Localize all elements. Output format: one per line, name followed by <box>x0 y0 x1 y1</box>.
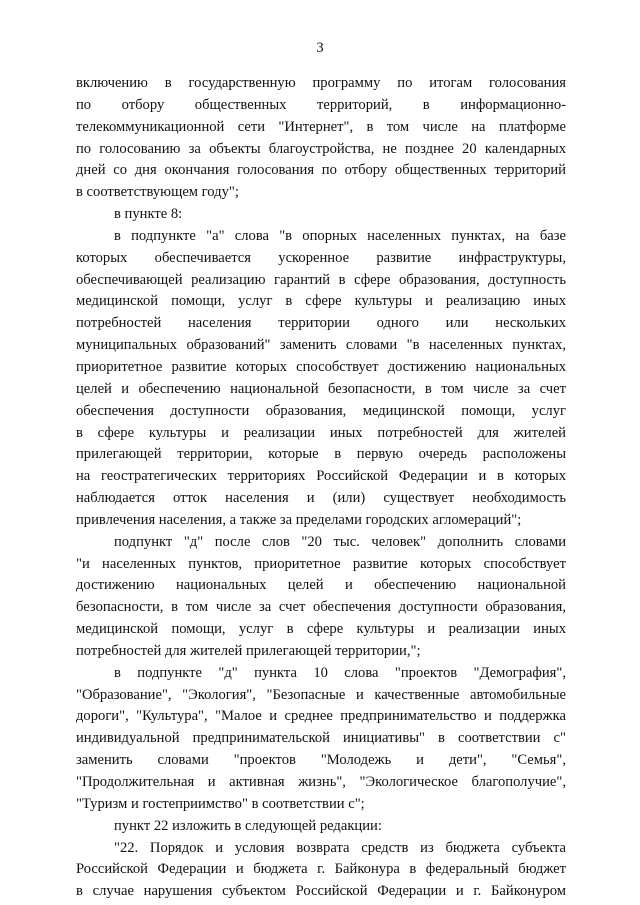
text-line: подпункт "д" после слов "20 тыс. человек" дополнить словами <box>114 533 566 550</box>
text-line: приоритетное развитие которых способствует достижению национальных <box>76 358 566 375</box>
text-line: пункт 22 изложить в следующей редакции: <box>114 817 382 834</box>
text-line: на геостратегических территориях Российской Федерации и в которых <box>76 468 566 485</box>
text-line: включению в государственную программу по итогам голосования <box>76 75 566 91</box>
text-line: в сфере культуры и реализации иных потребностей для жителей <box>76 424 566 441</box>
text-line: "22. Порядок и условия возврата средств из бюджета субъекта <box>114 839 566 856</box>
text-line: достижению национальных целей и обеспечению национальной <box>76 577 566 594</box>
text-line: Российской Федерации и бюджета г. Байконура в федеральный бюджет <box>76 861 566 878</box>
text-line: заменить словами "проектов "Молодежь и дети", "Семья", <box>76 752 566 769</box>
text-line: в случае нарушения субъектом Российской Федерации и г. Байконуром <box>76 883 566 900</box>
text-line: телекоммуникационной сети "Интернет", в том числе на платформе <box>76 118 566 135</box>
text-line: целей и обеспечению национальной безопасности, в том числе за счет <box>76 380 566 397</box>
text-line: в подпункте "а" слова "в опорных населенных пунктах, на базе <box>114 227 566 244</box>
text-line: привлечения населения, а также за пределами городских агломераций"; <box>76 511 522 528</box>
text-line: медицинской помощи, услуг в сфере культуры и реализации иных <box>76 621 566 638</box>
text-line: наблюдается отток населения и (или) существует необходимость <box>76 490 566 507</box>
text-line: обеспечения доступности образования, медицинской помощи, услуг <box>76 402 566 419</box>
text-line: потребностей населения территории одного или нескольких <box>76 315 566 332</box>
text-line: которых обеспечивается ускоренное развитие инфраструктуры, <box>76 249 566 266</box>
text-line: дороги", "Культура", "Малое и среднее предпринимательство и поддержка <box>76 708 566 725</box>
text-line: обеспечивающей реализацию гарантий в сфере образования, доступность <box>76 271 566 288</box>
text-line: по голосованию за объекты благоустройства, не позднее 20 календарных <box>76 140 566 157</box>
text-line: "Продолжительная и активная жизнь", "Экологическое благополучие", <box>76 774 566 790</box>
text-line: дней со дня окончания голосования по отбору общественных территорий <box>76 162 566 179</box>
page-number: 3 <box>316 40 324 56</box>
text-line: по отбору общественных территорий, в информационно- <box>76 96 566 113</box>
text-line: "Образование", "Экология", "Безопасные и качественные автомобильные <box>76 686 566 703</box>
text-line: прилегающей территории, которые в первую очередь расположены <box>76 446 566 463</box>
text-line: в пункте 8: <box>114 206 183 223</box>
text-line: медицинской помощи, услуг в сфере культуры и реализацию иных <box>76 293 566 310</box>
text-line: "Туризм и гостеприимство" в соответствии с"; <box>76 795 365 812</box>
text-line: муниципальных образований" заменить словами "в населенных пунктах, <box>76 337 566 354</box>
text-line: "и населенных пунктов, приоритетное развитие которых способствует <box>76 555 566 572</box>
text-line: потребностей для жителей прилегающей территории,"; <box>76 642 421 659</box>
text-line: безопасности, в том числе за счет обеспечения доступности образования, <box>76 599 566 616</box>
text-line: индивидуальной предпринимательской инициативы" в соответствии с" <box>76 730 566 747</box>
document-body <box>76 73 566 903</box>
text-line: в подпункте "д" пункта 10 слова "проектов "Демография", <box>114 664 566 681</box>
text-line: в соответствующем году"; <box>76 184 239 201</box>
